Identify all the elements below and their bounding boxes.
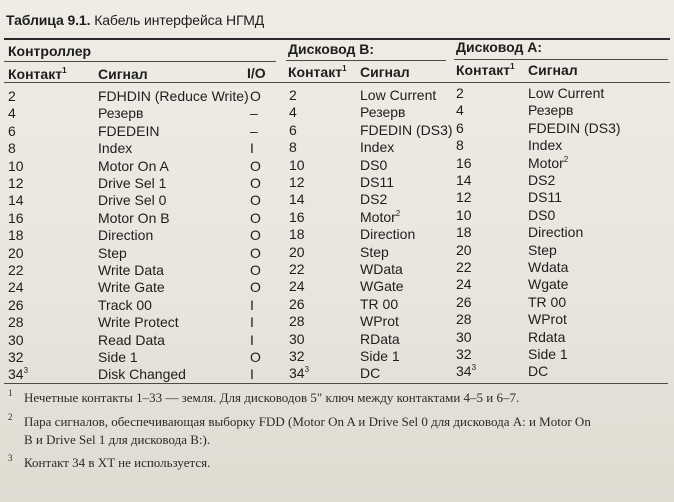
- contact-drive-a-text: 34: [456, 363, 472, 380]
- contact-drive-a: [456, 242, 472, 258]
- group-drive-a: Дисковод A:: [456, 39, 543, 55]
- contact-controller-text: 10: [8, 157, 24, 174]
- io-direction: [250, 192, 261, 208]
- signal-drive-b-text: WData: [360, 261, 403, 277]
- signal-drive-b-text: DS0: [360, 156, 388, 173]
- col-contact-label: Контакт: [288, 64, 343, 80]
- contact-drive-a-text: 18: [456, 224, 472, 241]
- signal-controller: [98, 314, 179, 330]
- group-rule-drive-a: [454, 59, 668, 60]
- signal-controller: [98, 105, 143, 121]
- contact-drive-a-text: 16: [456, 154, 472, 171]
- signal-drive-a: [528, 259, 568, 275]
- signal-drive-b-text: Step: [360, 243, 389, 260]
- footnote-mark: 3: [471, 363, 477, 373]
- signal-controller-text: Step: [98, 244, 127, 261]
- signal-controller-text: Motor On A: [98, 157, 169, 174]
- signal-drive-b: [360, 122, 453, 138]
- contact-drive-b: [289, 348, 305, 364]
- group-rule-drive-b: [286, 60, 446, 61]
- signal-controller: [98, 349, 138, 365]
- contact-drive-b: [289, 296, 305, 312]
- signal-controller: [98, 192, 166, 208]
- io-direction: [250, 245, 261, 261]
- signal-drive-b-text: Direction: [360, 226, 416, 243]
- signal-drive-b: [360, 365, 380, 381]
- io-direction: [250, 123, 258, 139]
- footnote-number: 1: [8, 388, 13, 398]
- contact-drive-a: [456, 155, 472, 171]
- io-direction-text: O: [250, 349, 261, 365]
- contact-controller: [8, 175, 24, 191]
- io-direction: [250, 279, 261, 295]
- contact-controller: [8, 158, 24, 174]
- signal-drive-b: [360, 191, 387, 207]
- signal-controller-text: Drive Sel 0: [98, 192, 167, 209]
- contact-drive-b: [289, 331, 305, 347]
- signal-drive-a: [528, 224, 583, 240]
- signal-drive-a: [528, 363, 548, 379]
- signal-drive-b: [360, 348, 400, 364]
- contact-drive-a: [456, 189, 472, 205]
- signal-controller-text: Motor On B: [98, 209, 170, 226]
- contact-drive-a-text: 10: [456, 206, 472, 223]
- io-direction: [250, 105, 258, 121]
- col-contact-footnote-mark: 1: [510, 62, 515, 71]
- contact-controller: [8, 123, 16, 139]
- contact-controller: [8, 88, 16, 104]
- signal-controller-text: FDHDIN (Reduce Write): [98, 88, 249, 104]
- signal-drive-a: [528, 346, 568, 362]
- contact-drive-a: [456, 329, 472, 345]
- contact-drive-a-text: 28: [456, 311, 472, 328]
- signal-drive-b: [360, 261, 403, 277]
- signal-controller: [98, 245, 127, 261]
- contact-controller: [8, 227, 24, 243]
- signal-drive-a: [528, 137, 562, 153]
- contact-drive-b-text: 30: [289, 330, 305, 347]
- contact-controller: [8, 366, 28, 382]
- signal-drive-a: [528, 207, 555, 223]
- contact-drive-a-text: 8: [456, 137, 464, 154]
- io-direction-text: I: [250, 366, 254, 383]
- signal-controller: [98, 123, 159, 139]
- signal-drive-a-text: Wdata: [528, 259, 569, 275]
- signal-drive-b: [360, 104, 405, 120]
- contact-drive-b: [289, 244, 305, 260]
- signal-drive-a: [528, 155, 568, 171]
- signal-drive-a-text: Rdata: [528, 328, 566, 345]
- contact-drive-a-text: 2: [456, 85, 464, 101]
- signal-drive-b-text: TR 00: [360, 295, 399, 312]
- io-direction: [250, 314, 254, 330]
- signal-drive-b-text: RData: [360, 330, 400, 347]
- footnote-text: Нечетные контакты 1–33 — земля. Для дисководов 5" ключ между контактами 4–5 и 6–7.: [24, 390, 520, 405]
- io-direction-text: –: [250, 105, 258, 122]
- contact-drive-b-text: 14: [289, 191, 305, 208]
- signal-controller-text: Write Protect: [98, 314, 179, 331]
- table-caption: [6, 12, 264, 28]
- io-direction-text: O: [250, 227, 261, 244]
- contact-controller: [8, 140, 16, 156]
- signal-drive-b-text: Side 1: [360, 348, 400, 364]
- io-direction: [250, 262, 261, 278]
- contact-drive-b-text: 22: [289, 261, 305, 277]
- contact-drive-b: [289, 122, 297, 138]
- contact-drive-b-text: 32: [289, 348, 305, 364]
- signal-drive-a-text: FDEDIN (DS3): [528, 119, 621, 136]
- io-direction-text: I: [250, 296, 254, 313]
- signal-drive-b-text: WGate: [360, 278, 404, 295]
- contact-drive-b-text: 12: [289, 174, 305, 190]
- io-direction: [250, 366, 254, 382]
- col-signal-drive-a: Сигнал: [528, 62, 578, 78]
- contact-drive-b: [289, 261, 305, 277]
- contact-drive-a: [456, 102, 464, 118]
- signal-drive-b: [360, 226, 415, 242]
- signal-drive-b-text: DC: [360, 365, 381, 382]
- contact-controller-text: 20: [8, 244, 24, 261]
- signal-controller: [98, 227, 153, 243]
- contact-drive-b: [289, 278, 305, 294]
- signal-drive-a: [528, 102, 573, 118]
- col-contact-controller: [8, 66, 67, 82]
- signal-controller: [98, 140, 132, 156]
- io-direction-text: O: [250, 262, 261, 278]
- signal-controller-text: Read Data: [98, 331, 165, 348]
- signal-controller-text: Disk Changed: [98, 366, 186, 383]
- signal-drive-a-text: Low Current: [528, 85, 605, 101]
- caption-text: Кабель интерфейса НГМД: [90, 12, 265, 28]
- signal-controller-text: Track 00: [98, 296, 152, 313]
- footnote-mark: 3: [304, 365, 310, 375]
- io-direction-text: I: [250, 314, 254, 331]
- col-contact-label: Контакт: [8, 66, 63, 82]
- contact-controller: [8, 279, 24, 295]
- signal-controller-text: Direction: [98, 227, 154, 244]
- contact-drive-a: [456, 346, 472, 362]
- contact-drive-b-text: 6: [289, 121, 297, 138]
- contact-controller: [8, 245, 24, 261]
- footnote-number: 2: [8, 412, 13, 422]
- footnote-mark: 3: [23, 366, 29, 376]
- contact-controller-text: 8: [8, 140, 16, 157]
- contact-controller-text: 28: [8, 314, 24, 331]
- io-direction: [250, 227, 261, 243]
- contact-controller: [8, 314, 24, 330]
- contact-drive-b-text: 8: [289, 139, 297, 156]
- contact-controller-text: 6: [8, 122, 16, 139]
- signal-drive-a-text: DC: [528, 363, 549, 380]
- signal-drive-a-text: TR 00: [528, 293, 567, 310]
- contact-drive-b-text: 26: [289, 295, 305, 312]
- signal-drive-b: [360, 296, 398, 312]
- io-direction: [250, 140, 254, 156]
- io-direction-text: I: [250, 331, 254, 348]
- footnote-number: 3: [8, 453, 13, 463]
- col-contact-footnote-mark: 1: [62, 66, 67, 75]
- signal-controller: [98, 297, 152, 313]
- contact-drive-b-text: 18: [289, 226, 305, 243]
- footnote-text-cont: B и Drive Sel 1 для дисковода B:).: [24, 432, 211, 447]
- contact-controller: [8, 210, 24, 226]
- contact-controller-text: 2: [8, 88, 16, 104]
- col-signal-drive-b: Сигнал: [360, 64, 410, 80]
- signal-controller: [98, 366, 186, 382]
- io-direction-text: O: [250, 244, 261, 261]
- group-rule-controller: [4, 61, 276, 62]
- contact-controller-text: 14: [8, 192, 24, 209]
- col-contact-drive-b: [288, 64, 347, 80]
- contact-drive-b: [289, 174, 305, 190]
- signal-drive-b: [360, 331, 400, 347]
- signal-drive-a-text: WProt: [528, 311, 567, 328]
- io-direction: [250, 88, 261, 104]
- contact-drive-a: [456, 85, 464, 101]
- contact-controller-text: 18: [8, 227, 24, 244]
- signal-drive-a-text: Step: [528, 241, 557, 258]
- contact-drive-a: [456, 120, 464, 136]
- bottom-rule: [4, 383, 668, 384]
- io-direction: [250, 158, 261, 174]
- io-direction-text: O: [250, 175, 261, 191]
- signal-controller-text: FDEDEIN: [98, 122, 160, 139]
- contact-drive-b: [289, 365, 309, 381]
- signal-drive-b-text: DS11: [360, 174, 394, 190]
- signal-controller: [98, 262, 164, 278]
- signal-drive-a-text: Direction: [528, 224, 584, 241]
- contact-controller-text: 30: [8, 331, 24, 348]
- signal-drive-a: [528, 85, 604, 101]
- contact-controller-text: 22: [8, 262, 24, 278]
- contact-drive-a-text: 20: [456, 241, 472, 258]
- signal-drive-a-text: Резерв: [528, 102, 574, 119]
- contact-drive-a-text: 26: [456, 293, 472, 310]
- contact-controller: [8, 349, 24, 365]
- signal-drive-a: [528, 189, 562, 205]
- contact-drive-a-text: 6: [456, 119, 464, 136]
- signal-controller: [98, 210, 170, 226]
- contact-drive-b: [289, 226, 305, 242]
- contact-drive-b-text: 10: [289, 156, 305, 173]
- signal-controller: [98, 175, 166, 191]
- io-direction: [250, 349, 261, 365]
- contact-controller: [8, 192, 24, 208]
- header-rule: [4, 82, 670, 83]
- contact-drive-b: [289, 191, 305, 207]
- signal-drive-b-text: DS2: [360, 191, 388, 208]
- contact-drive-a: [456, 224, 472, 240]
- col-signal-controller: Сигнал: [98, 66, 148, 82]
- io-direction: [250, 210, 261, 226]
- col-contact-footnote-mark: 1: [342, 64, 347, 73]
- contact-drive-a: [456, 276, 472, 292]
- signal-drive-b-text: FDEDIN (DS3): [360, 121, 453, 138]
- contact-controller: [8, 262, 24, 278]
- io-direction-text: –: [250, 122, 258, 139]
- signal-drive-a: [528, 172, 555, 188]
- contact-drive-a: [456, 363, 476, 379]
- signal-drive-b-text: Index: [360, 139, 395, 156]
- io-direction-text: O: [250, 192, 261, 209]
- signal-drive-a: [528, 120, 621, 136]
- contact-drive-b-text: 2: [289, 87, 297, 103]
- contact-drive-b-text: 16: [289, 208, 305, 225]
- signal-controller-text: Drive Sel 1: [98, 175, 167, 191]
- contact-drive-b: [289, 104, 297, 120]
- footnote-mark: 2: [563, 154, 569, 164]
- contact-drive-a: [456, 311, 472, 327]
- io-direction: [250, 175, 261, 191]
- io-direction-text: O: [250, 279, 261, 296]
- group-controller: Контроллер: [8, 43, 92, 59]
- signal-drive-b-text: Резерв: [360, 104, 406, 121]
- signal-controller-text: Резерв: [98, 105, 144, 122]
- contact-drive-b-text: 28: [289, 313, 305, 330]
- col-io: I/O: [247, 65, 266, 81]
- contact-drive-a: [456, 172, 472, 188]
- io-direction: [250, 332, 254, 348]
- contact-drive-a: [456, 207, 472, 223]
- contact-controller-text: 4: [8, 105, 16, 122]
- contact-controller-text: 26: [8, 296, 24, 313]
- signal-drive-b: [360, 244, 389, 260]
- signal-controller-text: Write Data: [98, 262, 164, 278]
- group-drive-b: Дисковод B:: [288, 41, 375, 57]
- signal-controller: [98, 158, 169, 174]
- io-direction-text: O: [250, 157, 261, 174]
- contact-controller-text: 12: [8, 175, 24, 191]
- signal-drive-b: [360, 278, 404, 294]
- contact-drive-b-text: 24: [289, 278, 305, 295]
- signal-drive-b: [360, 174, 394, 190]
- signal-drive-b: [360, 87, 436, 103]
- signal-drive-b-text: WProt: [360, 313, 399, 330]
- contact-controller: [8, 297, 24, 313]
- footnote-text: Пара сигналов, обеспечивающая выборку FDD (Motor On A и Drive Sel 0 для дисковода A: и Motor On: [24, 414, 591, 429]
- contact-controller: [8, 105, 16, 121]
- footnote-text: Контакт 34 в XT не используется.: [24, 455, 211, 470]
- contact-drive-b: [289, 87, 297, 103]
- contact-controller-text: 16: [8, 209, 24, 226]
- signal-drive-a-text: DS2: [528, 172, 556, 188]
- contact-drive-a-text: 4: [456, 102, 464, 119]
- signal-drive-a-text: Wgate: [528, 276, 569, 293]
- contact-drive-a-text: 24: [456, 276, 472, 293]
- contact-controller-text: 32: [8, 349, 24, 365]
- signal-drive-b: [360, 209, 400, 225]
- footnote-mark: 2: [395, 208, 401, 218]
- contact-drive-b-text: 20: [289, 243, 305, 260]
- contact-drive-a-text: 12: [456, 189, 472, 206]
- signal-controller-text: Side 1: [98, 349, 138, 365]
- signal-drive-b-text: Motor: [360, 208, 396, 225]
- contact-controller: [8, 332, 24, 348]
- contact-controller-text: 34: [8, 366, 24, 383]
- signal-drive-a: [528, 242, 557, 258]
- io-direction-text: O: [250, 209, 261, 226]
- io-direction-text: I: [250, 140, 254, 157]
- signal-drive-a-text: Side 1: [528, 346, 568, 362]
- contact-controller-text: 24: [8, 279, 24, 296]
- contact-drive-b: [289, 139, 297, 155]
- signal-controller: [98, 332, 165, 348]
- signal-drive-a: [528, 276, 568, 292]
- contact-drive-a: [456, 137, 464, 153]
- contact-drive-b-text: 4: [289, 104, 297, 121]
- caption-label: Таблица 9.1.: [6, 12, 91, 28]
- top-rule: [4, 38, 670, 40]
- contact-drive-b: [289, 157, 305, 173]
- io-direction-text: O: [250, 88, 261, 104]
- contact-drive-a-text: 30: [456, 328, 472, 345]
- signal-drive-b-text: Low Current: [360, 87, 437, 103]
- contact-drive-a-text: 22: [456, 259, 472, 275]
- contact-drive-b: [289, 313, 305, 329]
- signal-drive-a-text: DS11: [528, 189, 562, 206]
- signal-drive-b: [360, 139, 394, 155]
- col-contact-drive-a: [456, 62, 515, 78]
- signal-drive-a: [528, 329, 565, 345]
- signal-drive-a-text: DS0: [528, 206, 556, 223]
- signal-controller-text: Write Gate: [98, 279, 165, 296]
- contact-drive-a: [456, 259, 472, 275]
- contact-drive-a: [456, 294, 472, 310]
- contact-drive-a-text: 32: [456, 346, 472, 362]
- signal-drive-a: [528, 294, 566, 310]
- signal-drive-b: [360, 157, 387, 173]
- contact-drive-a-text: 14: [456, 172, 472, 188]
- contact-drive-b: [289, 209, 305, 225]
- signal-drive-b: [360, 313, 399, 329]
- signal-controller-text: Index: [98, 140, 133, 157]
- signal-drive-a-text: Index: [528, 137, 563, 154]
- contact-drive-b-text: 34: [289, 365, 305, 382]
- signal-drive-a: [528, 311, 567, 327]
- signal-controller: [98, 88, 249, 104]
- signal-drive-a-text: Motor: [528, 154, 564, 171]
- col-contact-label: Контакт: [456, 62, 511, 78]
- io-direction: [250, 297, 254, 313]
- signal-controller: [98, 279, 165, 295]
